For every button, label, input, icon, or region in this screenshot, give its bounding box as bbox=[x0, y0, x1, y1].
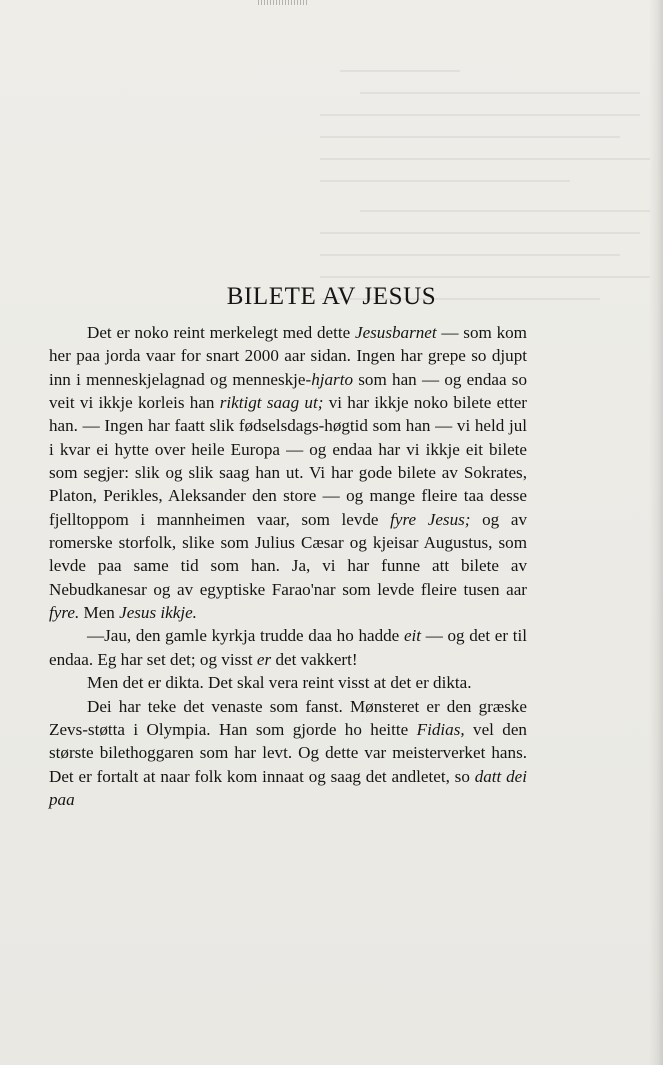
scan-edge-mark bbox=[258, 0, 308, 5]
text-segment-italic: eit bbox=[403, 626, 422, 646]
page-edge-shadow bbox=[649, 0, 663, 1065]
text-segment: det vakkert! bbox=[271, 649, 358, 669]
text-segment-italic: datt dei paa bbox=[49, 766, 527, 809]
text-segment: vel den største bilethoggaren som har levt. Og dette var meisterverket hans. Det er fortalt at naar folk kom innaat og saag det andletet, so bbox=[49, 719, 527, 786]
text-segment: Dei har teke det venaste som fanst. Mønsteret er den græske Zevs-støtta i Olympia. Han som gjorde ho heitte bbox=[49, 696, 527, 739]
text-segment: Det er noko reint merkelegt med dette bbox=[87, 323, 355, 342]
text-segment: — og det er til endaa. Eg har set det; og visst bbox=[49, 626, 528, 669]
text-segment: og av romerske storfolk, slike som Julius Cæsar og kjeisar Augustus, som levde paa same tid som han. Ja, vi har funne att bilete av Nebudkanesar og av egyptiske Farao'nar som levde fleire tusen aar bbox=[49, 509, 527, 599]
text-segment: vi har ikkje noko bilete etter han. — Ingen har faatt slik fødselsdags-høgtid som han — vi held jul i kvar ei hytte over heile Europa — og endaa har vi ikkje eit bilete som segjer: slik og slik saag han ut. Vi har gode bilete av Sokrates, Platon, Perikles, Aleksander den store — og mange fleire taa desse fjelltoppom i mannheimen vaar, som levde bbox=[49, 393, 527, 529]
text-segment-italic: Fidias, bbox=[416, 719, 465, 739]
chapter-body bbox=[49, 321, 527, 811]
chapter-title: BILETE AV JESUS bbox=[226, 283, 437, 310]
text-segment: — som kom her paa jorda vaar for snart 2000 aar sidan. Ingen har grepe so djupt inn i menneskjelagnad og menneskje- bbox=[49, 323, 527, 389]
text-segment-italic: Jesus ikkje. bbox=[119, 603, 197, 623]
text-segment: som han — og endaa so veit vi ikkje korleis han bbox=[49, 369, 528, 413]
paragraph bbox=[49, 321, 527, 624]
text-segment: Men det er dikta. Det skal vera reint visst at det er dikta. bbox=[87, 673, 472, 693]
text-segment-italic: hjarto bbox=[311, 369, 353, 389]
text-segment-italic: Jesusbarnet bbox=[354, 323, 437, 342]
text-segment: Men bbox=[79, 603, 120, 623]
text-segment-italic: riktigt saag ut; bbox=[219, 393, 324, 413]
text-segment-italic: er bbox=[256, 649, 272, 669]
paragraph bbox=[49, 624, 527, 671]
text-segment-italic: fyre Jesus; bbox=[390, 509, 471, 529]
paragraph bbox=[49, 695, 527, 812]
paragraph bbox=[49, 671, 527, 694]
text-segment: —Jau, den gamle kyrkja trudde daa ho hadde bbox=[87, 626, 404, 646]
text-segment-italic: fyre. bbox=[49, 603, 80, 623]
